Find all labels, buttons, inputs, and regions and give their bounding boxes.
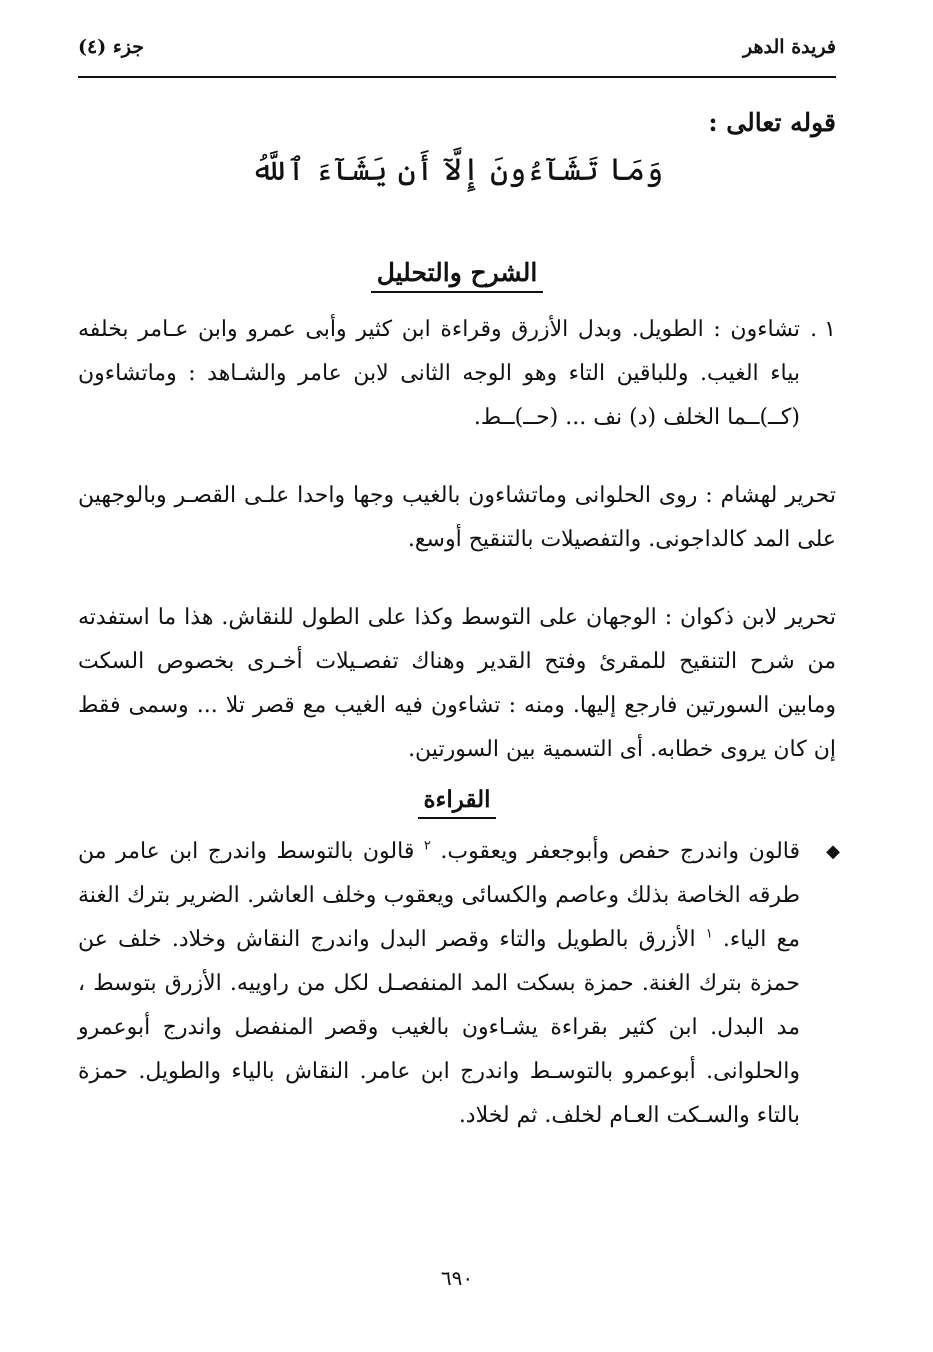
section-heading-commentary-text: الشرح والتحليل [371,258,544,293]
book-title: فريدة الدهر [743,36,836,58]
reading-part-1: قالون واندرج حفص وأبوجعفر ويعقوب. [440,839,801,864]
item-number: ١ . [810,317,836,342]
tahrir-hisham: تحرير لهشام : روى الحلوانى وماتشاءون بالغيب وجها واحدا علـى القصـر وبالوجهين على المد كالداجونى. والتفصيلات بالتنقيح أوسع. [78,483,836,552]
running-header [78,36,836,76]
page [78,0,840,1352]
reading-paragraph [78,830,840,1138]
section-heading-reading [78,786,836,819]
reading-part-3: الأزرق بالطويل والتاء وقصر البدل واندرج النقاش وخلاد. خلف عن حمزة بترك الغنة. حمزة بسكت المد المنفصـل لكل من راوييه. الأزرق بتوسط ، مد البدل. ابن كثير بقراءة يشـاءون بالغيب وقصر المنفصل واندرج أبوعمرو والحلوانى. أبوعمرو بالتوسـط واندرج ابن عامر. النقاش بالياء والطويل. حمزة بالتاء والسـكت العـام لخلف. ثم لخلاد. [78,927,800,1128]
item-1-text: تشاءون : الطويل. وبدل الأزرق وقراءة ابن كثير وأبى عمرو وابن عـامر بخلفه بياء الغيب. وللباقين التاء وهو الوجه الثانى لابن عامر والشـاهد : وماتشاءون (كــ)ــما الخلف (د) نف ... (حــ)ــط. [78,317,800,430]
page-number: ٦٩٠ [440,1266,474,1290]
quran-verse: وَمَا تَشَآءُونَ إِلَّآ أَن يَشَآءَ ٱللَّهُ [250,152,664,188]
reading-text [78,830,800,1138]
footnote-ref-2: ٢ [423,838,431,854]
reading-part-2: قالون بالتوسط واندرج ابن عامر من طرقه الخاصة بذلك وعاصم والكسائى ويعقوب وخلف العاشر. الضرير بترك الغنة مع الياء. [78,839,800,952]
part-label: جزء (٤) [78,36,144,58]
section-heading-reading-text: القراءة [418,786,497,819]
footnote-ref-1: ١ [705,926,713,942]
commentary-item-1 [78,308,836,440]
intro-label: قوله تعالى : [708,108,836,137]
tahrir-ibn-dhakwan: تحرير لابن ذكوان : الوجهان على التوسط وكذا على الطول للنقاش. هذا ما استفدته من شرح التنقيح للمقرئ وفتح القدير وهناك تفصـيلات أخـرى بخصوص السكت ومابين السورتين فارجع إليها. ومنه : تشاءون فيه الغيب مع قصر تلا ... وسمى فقط إن كان يروى خطابه. أى التسمية بين السورتين. [78,605,836,762]
section-heading-commentary [78,258,836,293]
header-divider [78,76,836,78]
diamond-bullet-icon: ◆ [826,841,840,862]
